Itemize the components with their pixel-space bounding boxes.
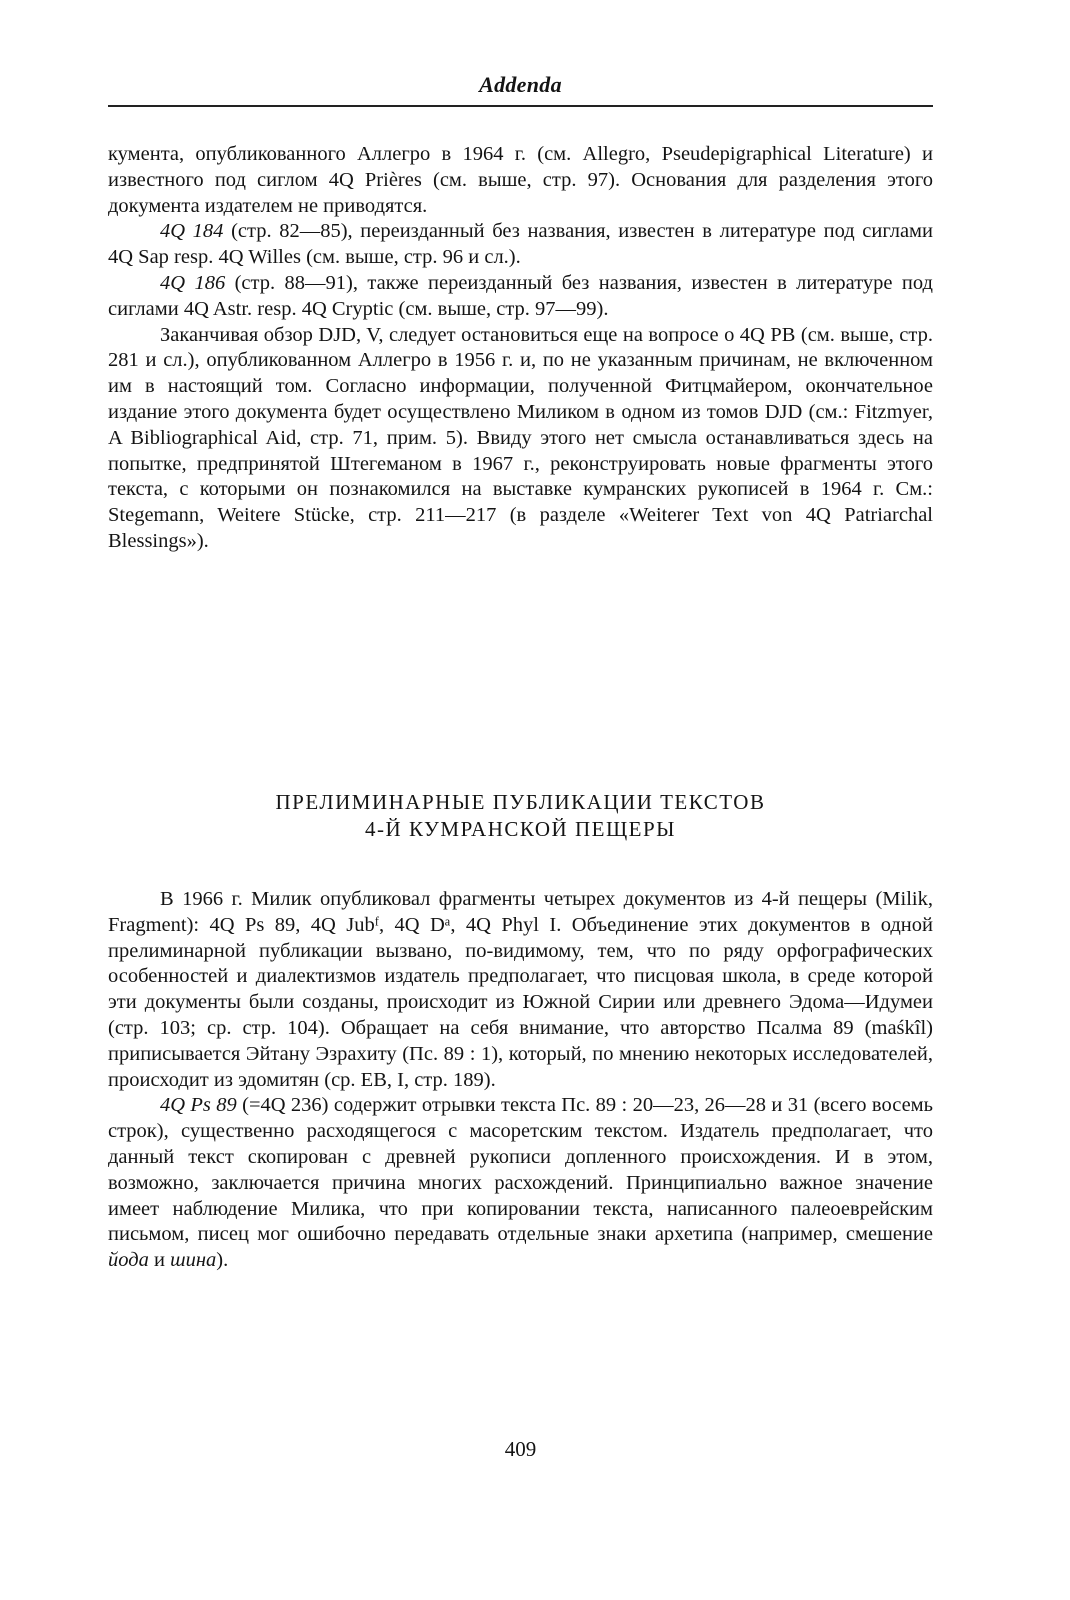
siglum-4q-ps89: 4Q Ps 89 <box>160 1094 237 1117</box>
header-rule <box>108 105 933 107</box>
top-text-block <box>108 142 933 555</box>
section-heading <box>108 789 933 843</box>
paragraph-end: ). <box>216 1249 229 1272</box>
paragraph-continuation: кумента, опубликованного Аллегро в 1964 г. (см. Allegro, Pseudepigraphical Literature) и известного под сиглом 4Q Prières (см. выше, стр. 97). Основания для разделения этого документа издателем не приводятся. <box>108 143 933 217</box>
term-yod: йода <box>108 1249 149 1272</box>
section-heading-line-2: 4-Й КУМРАНСКОЙ ПЕЩЕРЫ <box>365 817 676 841</box>
term-shin: шина <box>170 1249 217 1272</box>
page-number: 409 <box>504 1437 537 1461</box>
paragraph-4q-ps89-text: (=4Q 236) содержит отрывки текста Пс. 89 : 20—23, 26—28 и 31 (всего восемь строк), существенно расходящегося с масоретским текстом. Издатель предполагает, что данный текст скопирован с древней рукописи допленного происхождения. И в этом, возможно, заключается причина многих расхождений. Принципиально важное значение имеет наблюдение Милика, что при копировании текста, написанного палеоеврейским письмом, писец мог ошибочно передавать отдельные знаки архетипа (например, смешение <box>108 1094 933 1246</box>
siglum-4q184: 4Q 184 <box>160 220 224 243</box>
paragraph-4q184 <box>108 219 933 271</box>
paragraph-4q186 <box>108 271 933 323</box>
paragraph-4q184-text: (стр. 82—85), переизданный без названия, известен в литературе под сиглами 4Q Sap resp. 4Q Willes (см. выше, стр. 96 и сл.). <box>108 220 933 269</box>
siglum-4q186: 4Q 186 <box>160 271 226 294</box>
conjunction: и <box>148 1249 171 1272</box>
running-head: Addenda <box>479 72 562 97</box>
bottom-text-block <box>108 887 933 1274</box>
paragraph-milik-1966: В 1966 г. Милик опубликовал фрагменты четырех документов из 4-й пещеры (Milik, Fragment): 4Q Ps 89, 4Q Jubᶠ, 4Q Dᵃ, 4Q Phyl I. Объединение этих документов в одной прелиминарной публикации вызвано, по-видимому, тем, что по ряду орфографических особенностей и диалектизмов издатель предполагает, что писцовая школа, в среде которой эти документы были созданы, происходит из Южной Сирии или древнего Эдома—Идумеи (стр. 103; ср. стр. 104). Обращает на себя внимание, что авторство Псалма 89 (maśkîl) приписывается Эйтану Эзрахиту (Пс. 89 : 1), который, по мнению некоторых исследователей, происходит из эдомитян (ср. EB, I, стр. 189). <box>108 888 933 1091</box>
paragraph-4q186-text: (стр. 88—91), также переизданный без названия, известен в литературе под сиглами 4Q Astr. resp. 4Q Cryptic (см. выше, стр. 97—99). <box>108 271 933 320</box>
paragraph-djd-review: Заканчивая обзор DJD, V, следует остановиться еще на вопросе о 4Q PB (см. выше, стр. 281 и сл.), опубликованном Аллегро в 1956 г. и, по не указанным причинам, не включенном им в настоящий том. Согласно информации, полученной Фитцмайером, окончательное издание этого документа будет осуществлено Миликом в одном из томов DJD (см.: Fitzmyer, A Bibliographical Aid, стр. 71, прим. 5). Ввиду этого нет смысла останавливаться здесь на попытке, предпринятой Штегеманом в 1967 г., реконструировать новые фрагменты этого текста, с которыми он познакомился на выставке кумранских рукописей в 1964 г. См.: Stegemann, Weitere Stücke, стр. 211—217 (в разделе «Weiterer Text von 4Q Patriarchal Blessings»). <box>108 323 933 552</box>
section-heading-line-1: ПРЕЛИМИНАРНЫЕ ПУБЛИКАЦИИ ТЕКСТОВ <box>275 790 766 814</box>
paragraph-4q-ps89 <box>108 1093 933 1274</box>
